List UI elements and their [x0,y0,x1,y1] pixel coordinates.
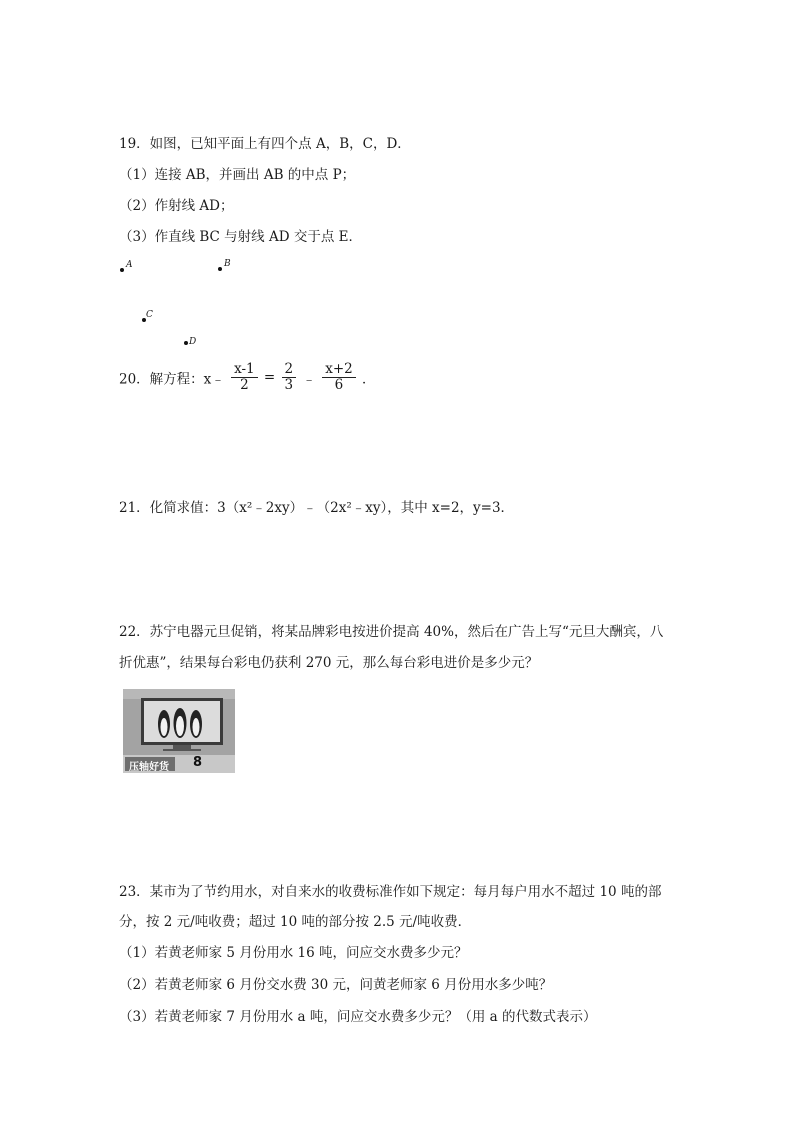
q23-part2: （2）若黄老师家 6 月份交水费 30 元，问黄老师家 6 月份用水多少吨？ [119,977,553,993]
q19-part1: （1）连接 AB，并画出 AB 的中点 P； [119,167,356,183]
q23-line2: 分，按 2 元/吨收费；超过 10 吨的部分按 2.5 元/吨收费． [119,914,472,930]
q20-f2-numerator: 2 [282,362,297,378]
q20-fraction-3 [322,362,356,393]
tv-banner-text: 压轴好货 [129,762,169,773]
q20-end: ． [362,371,376,388]
point-d-dot [184,341,188,345]
q21-text: 21．化简求值：3（x²﹣2xy）﹣（2x²﹣xy），其中 x=2，y=3． [119,500,515,516]
q19-part3: （3）作直线 BC 与射线 AD 交于点 E． [119,229,362,245]
q23-part3: （3）若黄老师家 7 月份用水 a 吨，问应交水费多少元？（用 a 的代数式表示） [119,1009,597,1025]
point-a-dot [120,268,124,272]
q20-f3-denominator: 6 [334,377,344,393]
q20-prefix: 20．解方程：x﹣ [119,371,225,388]
tv-promo-image [123,689,235,773]
q20-equals: = [263,369,276,386]
q19-part2: （2）作射线 AD； [119,198,234,214]
q23-part1: （1）若黄老师家 5 月份用水 16 吨，问应交水费多少元？ [119,945,468,961]
point-c-label: C [146,310,153,320]
point-d-label: D [189,337,197,347]
q20-f2-denominator: 3 [284,377,294,393]
q22-line1: 22．苏宁电器元旦促销，将某品牌彩电按进价提高 40%，然后在广告上写“元旦大酬宾，八 [119,624,664,640]
q20-f1-numerator: x-1 [231,362,258,378]
point-b-label: B [224,259,231,269]
q22-line2: 折优惠”，结果每台彩电仍获利 270 元，那么每台彩电进价是多少元？ [119,655,539,671]
point-a-label: A [126,260,133,270]
q20-f1-denominator: 2 [240,377,249,393]
q20-minus: ﹣ [302,371,316,388]
q20-fraction-1 [231,362,258,393]
tv-discount-tag: 8 [193,755,203,770]
q19-title: 19．如图，已知平面上有四个点 A，B，C，D． [119,136,411,152]
q20-fraction-2 [282,362,297,393]
point-b-dot [218,267,222,271]
q23-line1: 23．某市为了节约用水，对自来水的收费标准作如下规定：每月每户用水不超过 10 吨的部 [119,884,662,900]
q20-equation [119,362,376,393]
q20-f3-numerator: x+2 [322,362,356,378]
